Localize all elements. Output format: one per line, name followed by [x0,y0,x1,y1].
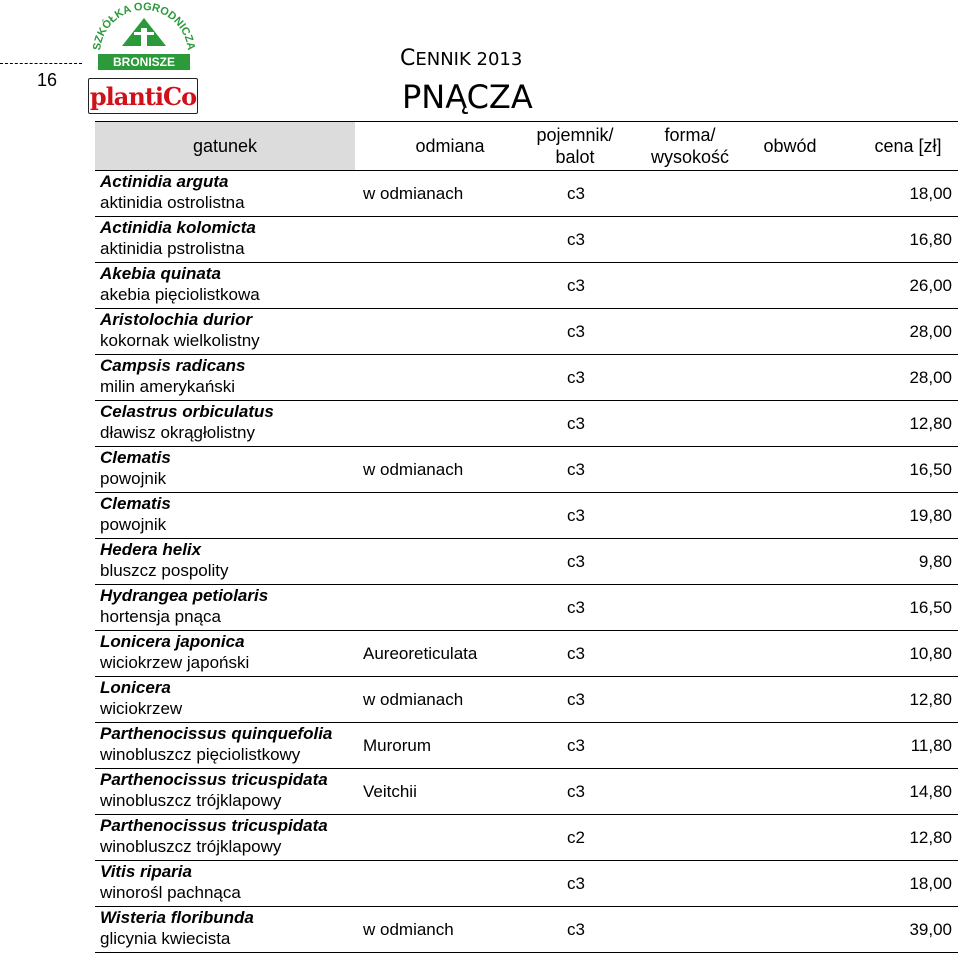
variety: w odmianach [363,690,464,709]
species-polish: winobluszcz pięciolistkowy [100,745,301,764]
container: c3 [567,552,585,571]
container: c3 [567,414,585,433]
container: c3 [567,782,585,801]
table-row [95,769,958,815]
species-polish: bluszcz pospolity [100,561,229,580]
planti-co-logo [88,78,198,114]
header-rule [0,63,82,64]
species-latin: Parthenocissus tricuspidata [100,770,328,789]
header-obwod: obwód [763,136,817,156]
species-latin: Lonicera [100,678,171,697]
price: 12,80 [909,414,952,433]
container: c3 [567,874,585,893]
species-polish: winorośl pachnąca [100,883,241,902]
species-latin: Aristolochia durior [100,310,253,329]
container: c3 [567,368,585,387]
table-header [95,121,958,171]
table-row [95,171,958,217]
variety: Murorum [363,736,432,755]
price: 10,80 [909,644,952,663]
nursery-banner-text: BRONISZE [112,55,176,69]
container: c2 [567,828,585,847]
price-list-title: CENNIK 2013 [400,46,523,71]
species-latin: Parthenocissus tricuspidata [100,816,328,835]
variety: w odmianch [363,920,454,939]
species-latin: Clematis [100,448,171,467]
container: c3 [567,184,585,203]
price: 16,50 [909,460,952,479]
price: 14,80 [909,782,952,801]
species-polish: powojnik [100,469,167,488]
price: 26,00 [909,276,952,295]
table-row [95,677,958,723]
container: c3 [567,598,585,617]
header-forma: forma/ wysokość [650,125,730,167]
container: c3 [567,690,585,709]
species-latin: Hydrangea petiolaris [100,586,269,605]
species-polish: hortensja pnąca [100,607,221,626]
table-row [95,815,958,861]
species-polish: dławisz okrągłolistny [100,423,255,442]
species-latin: Campsis radicans [100,356,246,375]
table-row [95,539,958,585]
container: c3 [567,230,585,249]
price: 16,80 [909,230,952,249]
table-row [95,401,958,447]
species-polish: aktinidia ostrolistna [100,193,245,212]
species-latin: Lonicera japonica [100,632,245,651]
container: c3 [567,920,585,939]
table-row [95,907,958,953]
species-polish: winobluszcz trójklapowy [100,791,282,810]
nursery-logo [88,2,200,76]
container: c3 [567,276,585,295]
species-polish: kokornak wielkolistny [100,331,260,350]
price: 11,80 [910,736,952,755]
price: 19,80 [909,506,952,525]
species-polish: aktinidia pstrolistna [100,239,245,258]
species-polish: milin amerykański [100,377,236,396]
price: 18,00 [909,874,952,893]
brand-text: plantiCo [89,81,197,111]
table-row [95,263,958,309]
category-title: PNĄCZA [402,78,533,116]
species-latin: Vitis riparia [100,862,192,881]
table-row [95,861,958,907]
table-row [95,309,958,355]
header-cena: cena [zł] [874,136,942,156]
container: c3 [567,460,585,479]
species-latin: Clematis [100,494,171,513]
table-row [95,217,958,263]
species-polish: akebia pięciolistkowa [100,285,260,304]
price: 28,00 [909,368,952,387]
species-polish: winobluszcz trójklapowy [100,837,282,856]
price: 9,80 [918,552,952,571]
table-row [95,493,958,539]
table-row [95,723,958,769]
price: 39,00 [909,920,952,939]
species-latin: Actinidia arguta [100,172,229,191]
species-latin: Wisteria floribunda [100,908,254,927]
price: 12,80 [909,690,952,709]
table-row [95,585,958,631]
species-latin: Akebia quinata [100,264,221,283]
table-row [95,447,958,493]
price: 16,50 [909,598,952,617]
header-pojemnik: pojemnik/ balot [536,125,614,167]
table-row [95,355,958,401]
variety: w odmianach [363,184,464,203]
container: c3 [567,644,585,663]
variety: Veitchii [363,782,417,801]
species-latin: Celastrus orbiculatus [100,402,274,421]
container: c3 [567,506,585,525]
species-polish: wiciokrzew [100,699,183,718]
container: c3 [567,736,585,755]
page-number: 16 [37,70,58,90]
price: 28,00 [909,322,952,341]
container: c3 [567,322,585,341]
species-polish: glicynia kwiecista [100,929,231,948]
variety: Aureoreticulata [363,644,478,663]
table-row [95,631,958,677]
table-body [95,171,958,953]
price-table [95,121,958,953]
species-latin: Parthenocissus quinquefolia [100,724,333,743]
nursery-arc-text: SZKÓŁKA OGRODNICZA [91,2,197,52]
species-polish: wiciokrzew japoński [100,653,250,672]
variety: w odmianach [363,460,464,479]
price: 12,80 [909,828,952,847]
species-polish: powojnik [100,515,167,534]
header-odmiana: odmiana [415,136,485,156]
price: 18,00 [909,184,952,203]
species-latin: Actinidia kolomicta [100,218,256,237]
header-gatunek: gatunek [95,122,355,170]
species-latin: Hedera helix [100,540,202,559]
